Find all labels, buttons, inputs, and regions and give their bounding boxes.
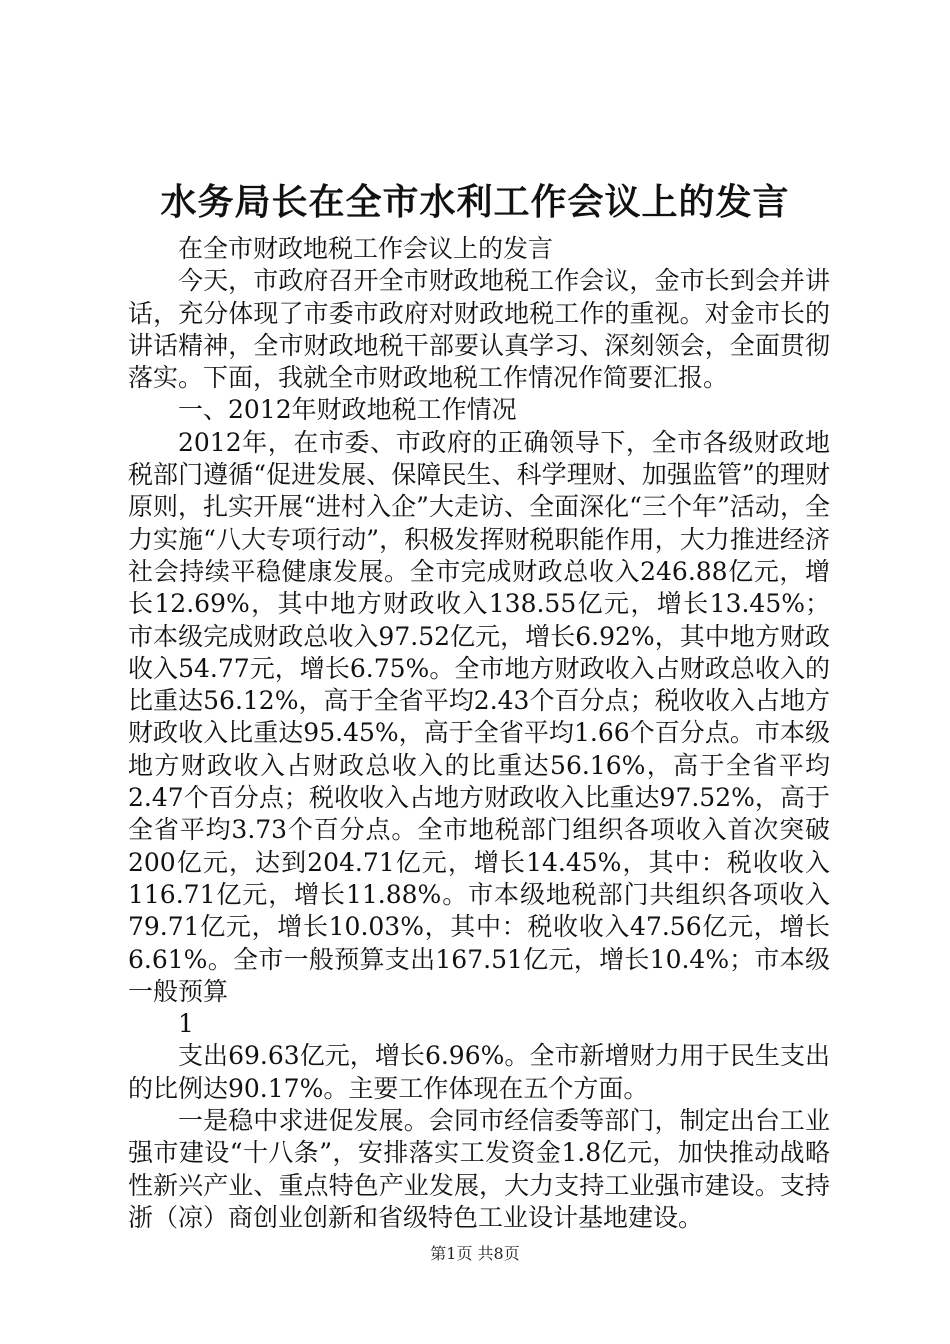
body-paragraph: 一是稳中求进促发展。会同市经信委等部门，制定出台工业强市建设“十八条”，安排落实工发资金1.8亿元，加快推动战略性新兴产业、重点特色产业发展，大力支持工业强市建设。支持浙（凉）商创业创新和省级特色工业设计基地建设。 [128,1106,830,1232]
subtitle-paragraph: 在全市财政地税工作会议上的发言 [178,234,554,263]
body-paragraph: 支出69.63亿元，增长6.96%。全市新增财力用于民生支出的比例达90.17%。主要工作体现在五个方面。 [128,1041,830,1103]
document-body [128,233,830,1234]
body-paragraph: 2012年，在市委、市政府的正确领导下，全市各级财政地税部门遵循“促进发展、保障民生、科学理财、加强监管”的理财原则，扎实开展“进村入企”大走访、全面深化“三个年”活动，全力实施“八大专项行动”，积极发挥财税职能作用，大力推进经济社会持续平稳健康发展。全市完成财政总收入246.88亿元，增长12.69%，其中地方财政收入138.55亿元，增长13.45%；市本级完成财政总收入97.52亿元，增长6.92%，其中地方财政收入54.77元，增长6.75%。全市地方财政收入占财政总收入的比重达56.12%，高于全省平均2.43个百分点；税收收入占地方财政收入比重达95.45%，高于全省平均1.66个百分点。市本级地方财政收入占财政总收入的比重达56.16%，高于全省平均2.47个百分点；税收收入占地方财政收入比重达97.52%，高于全省平均3.73个百分点。全市地税部门组织各项收入首次突破200亿元，达到204.71亿元，增长14.45%，其中：税收收入116.71亿元，增长11.88%。市本级地税部门共组织各项收入79.71亿元，增长10.03%，其中：税收收入47.56亿元，增长6.61%。全市一般预算支出167.51亿元，增长10.4%；市本级一般预算 [128,427,830,1006]
intro-paragraph: 今天，市政府召开全市财政地税工作会议，金市长到会并讲话，充分体现了市委市政府对财政地税工作的重视。对金市长的讲话精神，全市财政地税干部要认真学习、深刻领会，全面贯彻落实。下面，我就全市财政地税工作情况作简要汇报。 [128,266,830,393]
page-footer: 第1页 共8页 [430,1244,520,1263]
inline-page-number: 1 [178,1009,194,1039]
section-heading: 一、2012年财政地税工作情况 [178,395,517,425]
document-title: 水务局长在全市水利工作会议上的发言 [160,181,790,223]
